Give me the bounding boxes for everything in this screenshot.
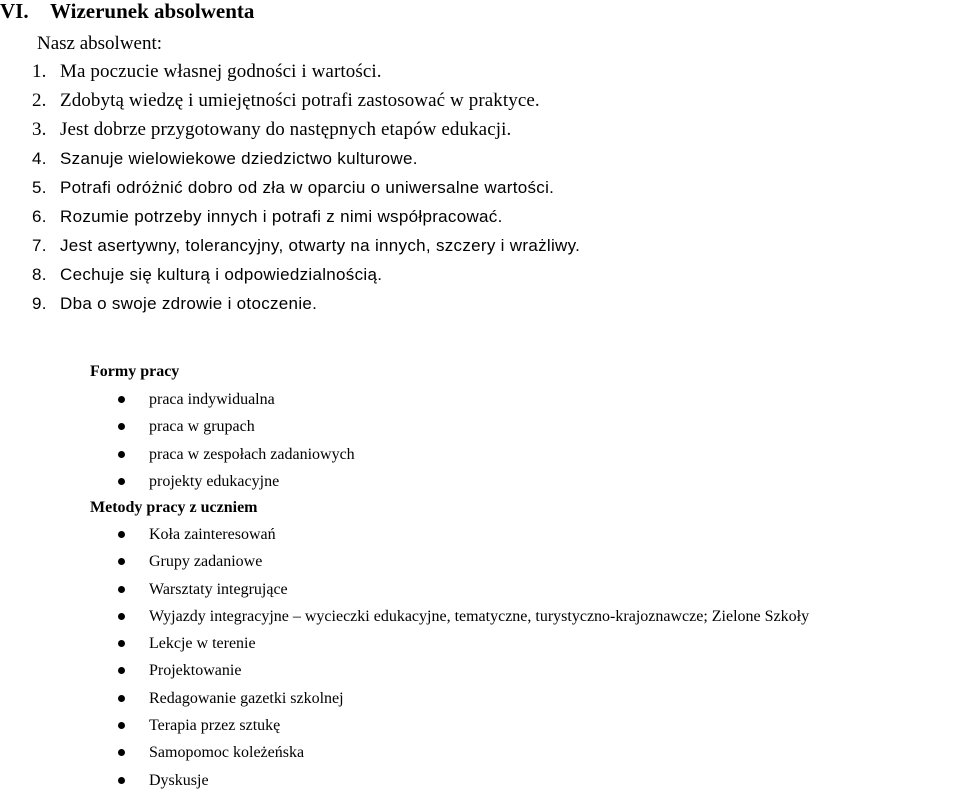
bullet-icon — [118, 749, 125, 756]
bullet-icon — [118, 613, 125, 620]
item-number: 9. — [32, 294, 47, 313]
list-item — [32, 202, 580, 231]
list-item — [118, 441, 355, 468]
item-text: Szanuje wielowiekowe dziedzictwo kulturowe. — [60, 149, 418, 168]
list-item — [32, 86, 580, 115]
list-item — [118, 657, 809, 684]
bullet-icon — [118, 531, 125, 538]
item-text: Zdobytą wiedzę i umiejętności potrafi zastosować w praktyce. — [60, 90, 540, 111]
list-item — [118, 413, 355, 440]
bullet-icon — [118, 640, 125, 647]
item-text: Projektowanie — [149, 662, 242, 680]
list-item — [32, 260, 580, 289]
item-text: Ma poczucie własnej godności i wartości. — [60, 61, 382, 82]
list-item — [32, 289, 580, 318]
item-text: Jest dobrze przygotowany do następnych etapów edukacji. — [60, 119, 512, 140]
list-item — [118, 386, 355, 413]
item-text: praca indywidualna — [149, 391, 275, 408]
list-item — [32, 115, 580, 144]
item-text: praca w grupach — [149, 418, 255, 436]
bullet-icon — [118, 777, 125, 784]
list-item — [118, 685, 809, 712]
item-text: Cechuje się kulturą i odpowiedzialnością. — [60, 265, 383, 284]
item-number: 8. — [32, 265, 47, 284]
item-number: 5. — [32, 178, 47, 197]
forms-list — [118, 386, 355, 495]
item-text: Wyjazdy integracyjne – wycieczki edukacyjne, tematyczne, turystyczno-krajoznawcze; Zielone Szkoły — [149, 607, 810, 625]
list-item — [118, 630, 809, 657]
list-item — [118, 739, 809, 766]
item-number: 7. — [32, 236, 47, 255]
bullet-icon — [118, 695, 125, 702]
list-item — [32, 173, 580, 202]
item-text: Samopomoc koleżeńska — [149, 744, 305, 762]
bullet-icon — [118, 586, 125, 593]
list-item — [118, 548, 809, 575]
item-text: Terapia przez sztukę — [149, 717, 281, 735]
list-item — [118, 468, 355, 495]
item-text: Warsztaty integrujące — [149, 580, 288, 598]
bullet-icon — [118, 451, 125, 458]
bullet-icon — [118, 396, 125, 403]
graduate-traits-list — [32, 57, 580, 318]
item-text: Koła zainteresowań — [149, 526, 276, 543]
item-text: Potrafi odróżnić dobro od zła w oparciu o uniwersalne wartości. — [60, 178, 555, 197]
item-text: projekty edukacyjne — [149, 472, 280, 490]
bullet-icon — [118, 478, 125, 485]
section-heading — [0, 0, 254, 25]
item-number: 6. — [32, 207, 47, 226]
item-text: Jest asertywny, tolerancyjny, otwarty na innych, szczery i wrażliwy. — [60, 236, 581, 255]
list-item — [118, 603, 809, 630]
list-item — [118, 767, 809, 794]
list-item — [32, 231, 580, 260]
item-number: 2. — [32, 90, 47, 111]
list-item — [118, 712, 809, 739]
item-text: Dba o swoje zdrowie i otoczenie. — [60, 294, 318, 313]
bullet-icon — [118, 667, 125, 674]
item-text: praca w zespołach zadaniowych — [149, 445, 355, 463]
bullet-icon — [118, 558, 125, 565]
list-item — [118, 576, 809, 603]
bullet-icon — [118, 423, 125, 430]
section-title: Wizerunek absolwenta — [50, 0, 255, 23]
item-text: Dyskusje — [149, 771, 209, 789]
forms-heading: Formy pracy — [90, 363, 180, 380]
intro-text: Nasz absolwent: — [37, 33, 163, 54]
item-number: 4. — [32, 149, 47, 168]
item-text: Lekcje w terenie — [149, 635, 256, 653]
methods-heading: Metody pracy z uczniem — [90, 499, 258, 516]
bullet-icon — [118, 722, 125, 729]
list-item — [32, 144, 580, 173]
methods-list — [118, 521, 809, 794]
item-text: Rozumie potrzeby innych i potrafi z nimi współpracować. — [60, 207, 503, 226]
list-item — [32, 57, 580, 86]
list-item — [118, 521, 809, 548]
item-number: 1. — [32, 61, 47, 82]
section-number: VI. — [0, 0, 29, 23]
item-text: Grupy zadaniowe — [149, 553, 263, 571]
item-number: 3. — [32, 119, 47, 140]
item-text: Redagowanie gazetki szkolnej — [149, 689, 344, 707]
